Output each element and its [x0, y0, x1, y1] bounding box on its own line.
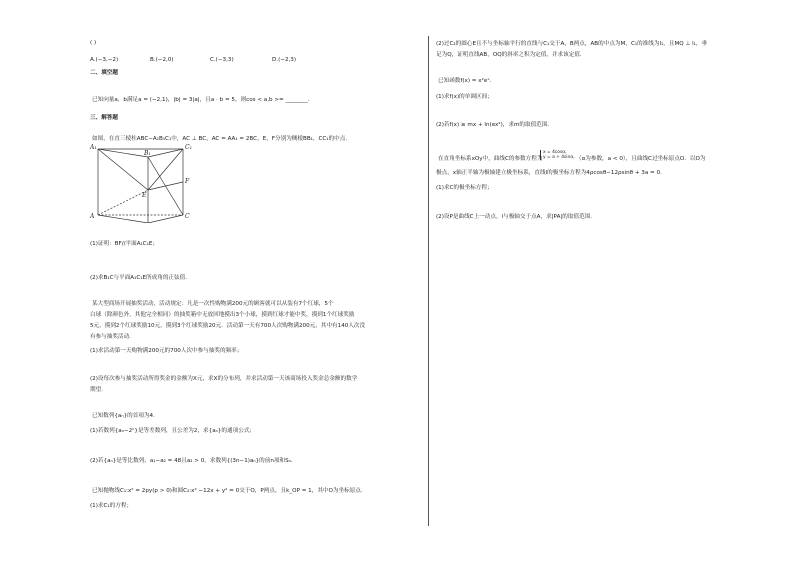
label-a: A [90, 213, 95, 220]
question-19-intro: 已知数列{aₙ}的首项为4． [92, 413, 159, 419]
question-18-line-4: 有参与抽奖活动． [90, 334, 135, 340]
question-22-line-2: 极点，x轴正半轴为极轴建立极坐标系，直线l的极坐标方程为4ρcosθ−12ρsinθ + 3a = 0． [436, 170, 666, 176]
prism-figure [88, 143, 198, 223]
question-22-system [540, 150, 575, 160]
question-18-part-1: (1)求活动第一天购物满200元的700人次中参与抽奖的频率； [90, 348, 243, 354]
question-17-part-1: (1)证明：BF//平面A₁C₁E； [90, 241, 159, 247]
label-a1: A₁ [90, 144, 97, 151]
question-21-part-2: (2)若f(x) ≥ mx + ln(ex²)，求m的取值范围． [436, 122, 553, 128]
column-divider [428, 36, 429, 526]
question-22-pre: 在直角坐标系xOy中，曲线C的参数方程为 [438, 156, 543, 162]
question-18-line-1: 某大型商场开展抽奖活动，活动规定：凡是一次性购物满200元的顾客就可以从装有7个红球，5个 [92, 301, 334, 307]
question-18-line-3: 5元，摸到2个红球奖励10元，摸到3个红球奖励20元．活动第一天有700人次购物满200元，其中有140人次没 [90, 323, 366, 329]
answer-paren: ( ) [90, 40, 97, 46]
question-19-part-2: (2)若{aₙ}是等比数列，a₁−a₂ = 48且a₂ > 0，求数列{(3n−1)aₙ}的前n项和Sₙ． [90, 458, 297, 464]
question-22-system-line-2: y = a + 4sinα, [543, 155, 575, 160]
section-2-title: 二、填空题 [90, 70, 118, 76]
option-d: D.(−2,3) [272, 57, 297, 63]
label-b1: B₁ [144, 150, 151, 157]
question-21-part-1: (1)求f(x)的单调区间； [436, 94, 493, 100]
question-21-intro: 已知函数f(x) = x²eˣ． [438, 78, 496, 84]
question-22-system-line-1: x = 4cosα, [543, 150, 567, 155]
option-c: C.(−3,3) [210, 57, 234, 63]
question-20-part-2-line-2: 足为Q，证明直线AB，OQ的斜率之积为定值，并求该定值． [436, 52, 586, 58]
section-3-title: 三、解答题 [90, 115, 118, 121]
label-f: F [185, 178, 190, 185]
question-13: 已知向量a，b满足a = (−2,1)，|b| = 3|a|，且a · b = 5，则cos < a,b >= ________． [92, 97, 314, 103]
question-20-intro: 已知抛物线C₁:x² = 2py(p > 0)和圆C₂:x² −12x + y² = 0交于O，P两点，且k_OP = 1，其中O为坐标原点． [92, 488, 367, 494]
question-20-part-1: (1)求C₁的方程； [90, 503, 133, 509]
question-20-part-2-line-1: (2)过C₂的圆心E且不与坐标轴平行的直线与C₁交于A，B两点，AB的中点为M，C₁的准线为l₁，且MQ ⊥ l₁，垂 [436, 41, 708, 47]
question-22-part-2: (2)设P是曲线C上一动点，l与极轴交于点A，求|PA|的取值范围． [436, 214, 596, 220]
question-22-part-1: (1)求C的极坐标方程； [436, 185, 493, 191]
option-a: A.(−3,−2) [90, 57, 119, 63]
question-17-part-2: (2)求B₁C与平面A₁C₁E所成角的正弦值． [90, 275, 191, 281]
question-18-part-2-line-2: 期望． [90, 387, 107, 393]
question-19-part-1: (1)若数列{aₙ−2ⁿ}是等差数列，且公差为2，求{aₙ}的通项公式； [90, 428, 255, 434]
question-17-intro: 如图，在直三棱柱ABC−A₁B₁C₁中，AC ⊥ BC，AC = AA₁ = 2BC，E，F分别为侧棱BB₁，CC₁的中点． [92, 136, 351, 142]
question-18-line-2: 白球（除颜色外，其他完全相同）的抽奖箱中无放回地摸出3个小球，摸到红球才能中奖，摸到1个红球奖励 [90, 312, 355, 318]
label-c1: C₁ [185, 144, 192, 151]
question-18-part-2-line-1: (2)设每次参与抽奖活动所得奖金的金额为X元，求X的分布列，并求活动第一天该商场投入奖金总金额的数学 [90, 376, 358, 382]
label-e: E [142, 192, 147, 199]
option-b: B.(−2,0) [150, 57, 174, 63]
question-22-post: （α为参数，a < 0），且曲线C过坐标原点O．以O为 [576, 156, 706, 162]
label-c: C [185, 213, 190, 220]
